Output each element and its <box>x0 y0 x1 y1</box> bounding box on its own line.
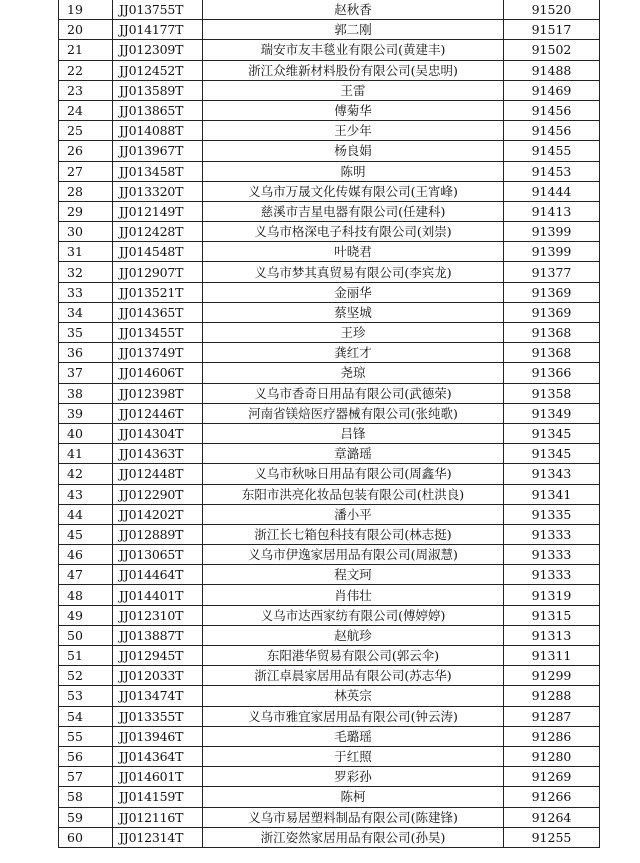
table-row <box>59 706 600 726</box>
name-cell: 河南省镁焙医疗器械有限公司(张纯歌) <box>203 403 504 423</box>
name-cell: 毛璐瑶 <box>203 726 504 746</box>
code-cell: JJ013865T <box>113 100 203 120</box>
code-cell: JJ014177T <box>113 20 203 40</box>
name-cell: 郭二刚 <box>203 20 504 40</box>
table-row <box>59 40 600 60</box>
code-cell: JJ012907T <box>113 262 203 282</box>
row-index-cell: 21 <box>59 40 113 60</box>
score-cell: 91453 <box>504 161 600 181</box>
row-index-cell: 53 <box>59 686 113 706</box>
name-cell: 赵秋香 <box>203 0 504 20</box>
code-cell: JJ014159T <box>113 787 203 807</box>
table-row <box>59 605 600 625</box>
name-cell: 义乌市伊逸家居用品有限公司(周淑慧) <box>203 545 504 565</box>
table-row <box>59 201 600 221</box>
code-cell: JJ012290T <box>113 484 203 504</box>
table-row <box>59 666 600 686</box>
table-row <box>59 323 600 343</box>
table-row <box>59 222 600 242</box>
table-row <box>59 423 600 443</box>
code-cell: JJ013458T <box>113 161 203 181</box>
code-cell: JJ012889T <box>113 524 203 544</box>
name-cell: 叶晓君 <box>203 242 504 262</box>
score-cell: 91444 <box>504 181 600 201</box>
table-row <box>59 363 600 383</box>
table-row <box>59 100 600 120</box>
name-cell: 义乌市万晟文化传媒有限公司(王宵峰) <box>203 181 504 201</box>
table-row <box>59 524 600 544</box>
name-cell: 杨良娟 <box>203 141 504 161</box>
name-cell: 浙江长七箱包科技有限公司(林志挺) <box>203 524 504 544</box>
row-index-cell: 50 <box>59 625 113 645</box>
name-cell: 义乌市达西家纺有限公司(傅婷婷) <box>203 605 504 625</box>
row-index-cell: 22 <box>59 60 113 80</box>
score-cell: 91520 <box>504 0 600 20</box>
row-index-cell: 55 <box>59 726 113 746</box>
name-cell: 义乌市秋咏日用品有限公司(周鑫华) <box>203 464 504 484</box>
name-cell: 于红照 <box>203 746 504 766</box>
table-row <box>59 464 600 484</box>
ranking-table <box>58 0 600 848</box>
name-cell: 慈溪市吉星电器有限公司(任建科) <box>203 201 504 221</box>
score-cell: 91266 <box>504 787 600 807</box>
table-row <box>59 80 600 100</box>
ranking-table-body <box>59 0 600 847</box>
table-row <box>59 565 600 585</box>
score-cell: 91333 <box>504 545 600 565</box>
row-index-cell: 26 <box>59 141 113 161</box>
table-row <box>59 242 600 262</box>
score-cell: 91358 <box>504 383 600 403</box>
name-cell: 瑞安市友丰毯业有限公司(黄建丰) <box>203 40 504 60</box>
row-index-cell: 52 <box>59 666 113 686</box>
row-index-cell: 47 <box>59 565 113 585</box>
name-cell: 章潞瑶 <box>203 444 504 464</box>
table-row <box>59 20 600 40</box>
score-cell: 91341 <box>504 484 600 504</box>
code-cell: JJ013474T <box>113 686 203 706</box>
code-cell: JJ013455T <box>113 323 203 343</box>
code-cell: JJ014364T <box>113 746 203 766</box>
score-cell: 91413 <box>504 201 600 221</box>
name-cell: 浙江卓晨家居用品有限公司(苏志华) <box>203 666 504 686</box>
name-cell: 浙江姿然家居用品有限公司(孙昊) <box>203 827 504 847</box>
score-cell: 91366 <box>504 363 600 383</box>
table-row <box>59 121 600 141</box>
row-index-cell: 27 <box>59 161 113 181</box>
code-cell: JJ014363T <box>113 444 203 464</box>
code-cell: JJ013749T <box>113 343 203 363</box>
code-cell: JJ014548T <box>113 242 203 262</box>
code-cell: JJ013967T <box>113 141 203 161</box>
table-row <box>59 545 600 565</box>
score-cell: 91319 <box>504 585 600 605</box>
table-row <box>59 787 600 807</box>
score-cell: 91335 <box>504 504 600 524</box>
table-row <box>59 484 600 504</box>
table-row <box>59 807 600 827</box>
row-index-cell: 58 <box>59 787 113 807</box>
row-index-cell: 36 <box>59 343 113 363</box>
name-cell: 东阳港华贸易有限公司(郭云伞) <box>203 646 504 666</box>
name-cell: 赵航珍 <box>203 625 504 645</box>
code-cell: JJ014464T <box>113 565 203 585</box>
code-cell: JJ012398T <box>113 383 203 403</box>
row-index-cell: 51 <box>59 646 113 666</box>
code-cell: JJ014202T <box>113 504 203 524</box>
table-row <box>59 444 600 464</box>
table-row <box>59 686 600 706</box>
name-cell: 龚红才 <box>203 343 504 363</box>
name-cell: 义乌市香奇日用品有限公司(武德荣) <box>203 383 504 403</box>
code-cell: JJ012428T <box>113 222 203 242</box>
table-row <box>59 181 600 201</box>
row-index-cell: 28 <box>59 181 113 201</box>
name-cell: 义乌市易居塑料制品有限公司(陈建锋) <box>203 807 504 827</box>
table-row <box>59 625 600 645</box>
code-cell: JJ012033T <box>113 666 203 686</box>
row-index-cell: 30 <box>59 222 113 242</box>
score-cell: 91287 <box>504 706 600 726</box>
row-index-cell: 49 <box>59 605 113 625</box>
name-cell: 陈明 <box>203 161 504 181</box>
score-cell: 91269 <box>504 767 600 787</box>
score-cell: 91349 <box>504 403 600 423</box>
name-cell: 义乌市格深电子科技有限公司(刘崇) <box>203 222 504 242</box>
code-cell: JJ013065T <box>113 545 203 565</box>
table-row <box>59 0 600 20</box>
code-cell: JJ013521T <box>113 282 203 302</box>
score-cell: 91469 <box>504 80 600 100</box>
code-cell: JJ012314T <box>113 827 203 847</box>
code-cell: JJ014088T <box>113 121 203 141</box>
table-row <box>59 646 600 666</box>
row-index-cell: 33 <box>59 282 113 302</box>
code-cell: JJ013589T <box>113 80 203 100</box>
code-cell: JJ012116T <box>113 807 203 827</box>
row-index-cell: 34 <box>59 302 113 322</box>
table-row <box>59 343 600 363</box>
row-index-cell: 56 <box>59 746 113 766</box>
code-cell: JJ012149T <box>113 201 203 221</box>
code-cell: JJ012448T <box>113 464 203 484</box>
name-cell: 义乌市雅宜家居用品有限公司(钟云涛) <box>203 706 504 726</box>
table-row <box>59 726 600 746</box>
score-cell: 91488 <box>504 60 600 80</box>
code-cell: JJ013946T <box>113 726 203 746</box>
score-cell: 91286 <box>504 726 600 746</box>
code-cell: JJ014601T <box>113 767 203 787</box>
score-cell: 91455 <box>504 141 600 161</box>
row-index-cell: 48 <box>59 585 113 605</box>
row-index-cell: 24 <box>59 100 113 120</box>
row-index-cell: 57 <box>59 767 113 787</box>
code-cell: JJ012310T <box>113 605 203 625</box>
table-row <box>59 585 600 605</box>
code-cell: JJ012446T <box>113 403 203 423</box>
code-cell: JJ013755T <box>113 0 203 20</box>
score-cell: 91399 <box>504 222 600 242</box>
row-index-cell: 42 <box>59 464 113 484</box>
table-row <box>59 746 600 766</box>
table-row <box>59 302 600 322</box>
name-cell: 王雷 <box>203 80 504 100</box>
row-index-cell: 40 <box>59 423 113 443</box>
row-index-cell: 32 <box>59 262 113 282</box>
table-row <box>59 282 600 302</box>
score-cell: 91313 <box>504 625 600 645</box>
score-cell: 91369 <box>504 302 600 322</box>
score-cell: 91255 <box>504 827 600 847</box>
table-row <box>59 403 600 423</box>
score-cell: 91502 <box>504 40 600 60</box>
code-cell: JJ014606T <box>113 363 203 383</box>
name-cell: 义乌市梦其真贸易有限公司(李宾龙) <box>203 262 504 282</box>
table-row <box>59 827 600 847</box>
code-cell: JJ014304T <box>113 423 203 443</box>
row-index-cell: 29 <box>59 201 113 221</box>
code-cell: JJ014401T <box>113 585 203 605</box>
name-cell: 东阳市洪亮化妆品包装有限公司(杜洪良) <box>203 484 504 504</box>
score-cell: 91280 <box>504 746 600 766</box>
table-row <box>59 383 600 403</box>
row-index-cell: 35 <box>59 323 113 343</box>
row-index-cell: 39 <box>59 403 113 423</box>
name-cell: 吕锋 <box>203 423 504 443</box>
score-cell: 91288 <box>504 686 600 706</box>
row-index-cell: 37 <box>59 363 113 383</box>
score-cell: 91315 <box>504 605 600 625</box>
code-cell: JJ013355T <box>113 706 203 726</box>
row-index-cell: 46 <box>59 545 113 565</box>
score-cell: 91368 <box>504 343 600 363</box>
row-index-cell: 19 <box>59 0 113 20</box>
row-index-cell: 43 <box>59 484 113 504</box>
row-index-cell: 38 <box>59 383 113 403</box>
name-cell: 金丽华 <box>203 282 504 302</box>
score-cell: 91517 <box>504 20 600 40</box>
code-cell: JJ013887T <box>113 625 203 645</box>
table-row <box>59 504 600 524</box>
score-cell: 91264 <box>504 807 600 827</box>
score-cell: 91456 <box>504 100 600 120</box>
table-row <box>59 141 600 161</box>
row-index-cell: 23 <box>59 80 113 100</box>
score-cell: 91311 <box>504 646 600 666</box>
score-cell: 91345 <box>504 444 600 464</box>
score-cell: 91299 <box>504 666 600 686</box>
name-cell: 罗彩孙 <box>203 767 504 787</box>
score-cell: 91399 <box>504 242 600 262</box>
score-cell: 91333 <box>504 565 600 585</box>
score-cell: 91377 <box>504 262 600 282</box>
score-cell: 91369 <box>504 282 600 302</box>
row-index-cell: 31 <box>59 242 113 262</box>
score-cell: 91345 <box>504 423 600 443</box>
name-cell: 王珍 <box>203 323 504 343</box>
row-index-cell: 41 <box>59 444 113 464</box>
name-cell: 蔡坚城 <box>203 302 504 322</box>
table-row <box>59 60 600 80</box>
row-index-cell: 44 <box>59 504 113 524</box>
name-cell: 林英宗 <box>203 686 504 706</box>
row-index-cell: 20 <box>59 20 113 40</box>
name-cell: 尧琼 <box>203 363 504 383</box>
code-cell: JJ012309T <box>113 40 203 60</box>
score-cell: 91456 <box>504 121 600 141</box>
table-row <box>59 161 600 181</box>
table-row <box>59 262 600 282</box>
score-cell: 91333 <box>504 524 600 544</box>
code-cell: JJ013320T <box>113 181 203 201</box>
score-cell: 91343 <box>504 464 600 484</box>
code-cell: JJ012945T <box>113 646 203 666</box>
score-cell: 91368 <box>504 323 600 343</box>
row-index-cell: 60 <box>59 827 113 847</box>
name-cell: 傅菊华 <box>203 100 504 120</box>
name-cell: 程文珂 <box>203 565 504 585</box>
name-cell: 肖伟壮 <box>203 585 504 605</box>
code-cell: JJ012452T <box>113 60 203 80</box>
row-index-cell: 25 <box>59 121 113 141</box>
row-index-cell: 59 <box>59 807 113 827</box>
name-cell: 潘小平 <box>203 504 504 524</box>
table-row <box>59 767 600 787</box>
name-cell: 陈柯 <box>203 787 504 807</box>
name-cell: 浙江众维新材料股份有限公司(吴忠明) <box>203 60 504 80</box>
name-cell: 王少年 <box>203 121 504 141</box>
code-cell: JJ014365T <box>113 302 203 322</box>
row-index-cell: 54 <box>59 706 113 726</box>
row-index-cell: 45 <box>59 524 113 544</box>
